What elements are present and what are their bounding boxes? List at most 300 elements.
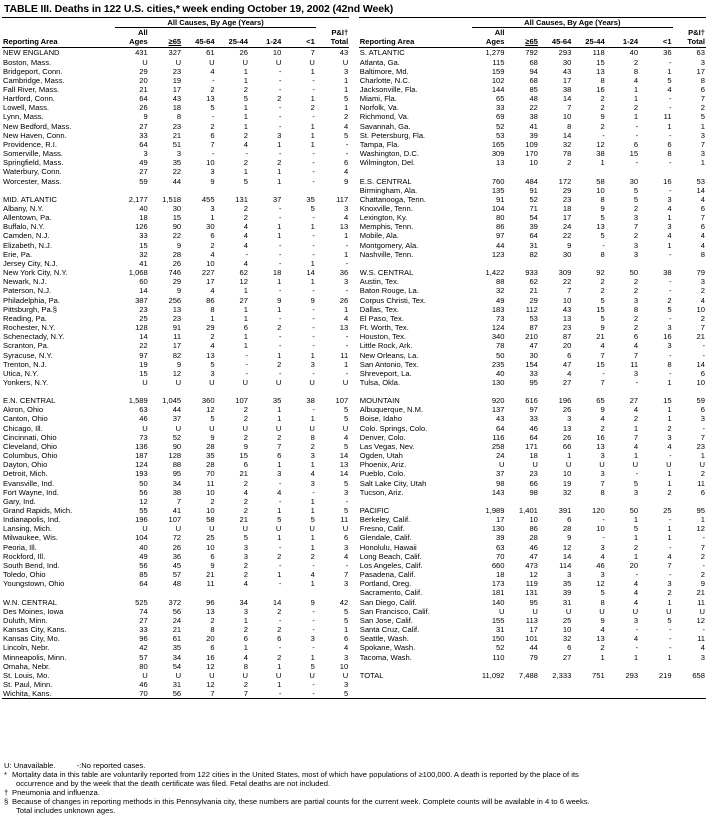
cell-age-1-24: 2 [633,323,639,333]
cell-area: Lansing, Mich. [3,524,52,534]
cell-age-25-44: - [245,149,248,159]
cell-age-45-64: 10 [562,625,572,635]
table-row [2,570,706,579]
cell-age-1-24: 1 [277,405,282,415]
cell-age-lt1: 1 [310,414,315,424]
cell-all-ages: 17 [496,515,505,525]
cell-age-lt1: - [312,286,315,296]
cell-age-65: 107 [168,515,182,525]
cell-area: Boston, Mass. [3,57,52,67]
cell-age-1-24: 2 [277,551,282,561]
panel-gap [349,552,359,561]
cell-all-ages: 40 [139,542,148,552]
cell-age-45-64: 43 [562,66,572,76]
cell-area: Columbus, Ohio [3,451,58,461]
cell-age-25-44: 1 [243,304,248,314]
cell-age-lt1: - [312,679,315,689]
cell-age-45-64: 1 [210,213,215,223]
cell-pi-total: - [345,149,349,159]
cell-age-1-24: 7 [633,350,639,360]
cell-age-25-44: U [242,524,248,534]
cell-age-1-24: 4 [633,579,639,589]
cell-age-1-24 [606,497,639,506]
footnotes [4,761,704,815]
cell-all-ages: 69 [496,112,505,122]
cell-age-65: 29 [172,277,182,287]
cell-pi-total: 1 [700,451,705,461]
cell-pi-total: 9 [700,579,705,589]
panel-gap [349,424,359,433]
panel-gap [349,561,359,570]
cell-age-1-24 [249,186,282,195]
cell-age-1-24: 4 [633,75,639,85]
col-header-pi-total: P&I† Total [316,28,349,48]
footnote-star-cont: occurrence and by the week that the death certificate was filed. Fetal deaths are not included. [16,779,331,788]
cell-age-lt1: 1 [310,496,315,506]
cell-age-65: 44 [529,643,538,653]
cell-age-65: U [532,460,538,470]
panel-gap [349,94,359,103]
cell-age-lt1 [282,186,315,195]
table-row [2,259,706,268]
panel-gap [349,195,359,204]
cell-age-lt1: 3 [667,341,672,351]
table-row [2,405,706,414]
cell-area: Hartford, Conn. [3,94,55,104]
cell-age-lt1: 4 [667,84,672,94]
cell-age-lt1 [639,259,672,268]
cell-age-1-24: 3 [633,213,639,223]
cell-pi-total: 42 [339,597,349,607]
cell-age-1-24: - [278,332,282,342]
cell-age-45-64: 360 [201,396,215,406]
cell-age-1-24: U [275,57,282,67]
cell-area: MOUNTAIN [359,396,400,406]
cell-area [359,387,472,396]
cell-age-45-64: 2 [567,158,572,168]
cell-age-1-24: 2 [277,652,282,662]
cell-age-25-44: - [602,515,605,525]
cell-age-1-24: - [278,579,282,589]
cell-age-45-64: 4 [210,341,215,351]
cell-all-ages: 52 [496,643,505,653]
cell-pi-total: 4 [343,121,349,131]
cell-age-65: U [175,57,182,67]
cell-all-ages: 124 [135,460,148,470]
cell-age-lt1: U [309,423,315,433]
cell-pi-total: 12 [696,615,705,625]
table-row [2,112,706,121]
cell-pi-total: U [699,606,705,616]
cell-all-ages: 50 [496,350,505,360]
cell-age-25-44: U [242,377,248,387]
cell-all-ages: 57 [139,652,148,662]
table-row [2,424,706,433]
cell-all-ages: 39 [496,533,505,543]
cell-pi-total: 107 [335,396,349,406]
cell-pi-total: 3 [343,542,349,552]
panel-gap [349,231,359,240]
cell-age-45-64: 6 [210,551,215,561]
cell-age-65: 86 [529,524,538,534]
cell-age-1-24: 4 [633,597,639,607]
cell-pi-total: 5 [343,94,349,104]
panel-gap [349,351,359,360]
cell-age-25-44: 1 [243,332,248,342]
cell-all-ages: 1,279 [485,48,505,58]
panel-gap [349,286,359,295]
table-row [2,387,706,396]
cell-age-lt1: 8 [667,359,672,369]
cell-age-65: 154 [525,359,538,369]
cell-all-ages: 14 [139,286,148,296]
cell-all-ages: 258 [491,441,505,451]
cell-age-25-44: 8 [600,249,605,259]
cell-all-ages: 70 [115,689,148,699]
cell-age-25-44 [216,387,249,396]
cell-area: Philadelphia, Pa. [3,295,60,305]
cell-pi-total [673,662,706,671]
cell-pi-total: 13 [339,323,349,333]
cell-age-65: 31 [529,240,538,250]
table-row [2,524,706,533]
cell-age-1-24: 3 [277,130,282,140]
cell-age-45-64: 2 [210,332,215,342]
cell-age-25-44: 7 [600,350,605,360]
cell-age-1-24: - [278,249,282,259]
cell-age-lt1: - [312,304,315,314]
cell-age-45-64: 28 [206,460,215,470]
cell-age-lt1: U [666,606,672,616]
cell-age-1-24: 3 [633,249,639,259]
panel-gap [349,643,359,652]
cell-age-65: 210 [525,332,538,342]
cell-area: South Bend, Ind. [3,560,60,570]
cell-age-25-44: 2 [243,478,248,488]
cell-age-65: 30 [172,204,182,213]
cell-age-lt1: 4 [667,551,672,561]
cell-age-lt1: 1 [667,533,672,543]
panel-gap [349,186,359,195]
panel-gap [349,131,359,140]
cell-area: Lincoln, Nebr. [3,643,50,653]
cell-age-1-24: 2 [633,231,639,241]
cell-all-ages: 159 [491,66,505,76]
cell-age-lt1: - [669,570,672,580]
cell-age-25-44: 131 [235,194,248,204]
table-row [2,177,706,186]
table-row [2,140,706,149]
cell-pi-total: 14 [339,451,349,461]
cell-area: Wilmington, Del. [359,158,416,168]
cell-all-ages: 2,177 [128,194,148,204]
cell-age-lt1: - [669,643,672,653]
cell-age-65: 94 [529,66,538,76]
cell-age-45-64: 10 [206,542,215,552]
panel-gap [349,689,359,699]
cell-age-45-64: 29 [562,185,572,195]
cell-all-ages: 9 [143,112,148,122]
cell-pi-total: 36 [339,268,349,278]
cell-all-ages: 173 [491,579,505,589]
cell-age-1-24: 2 [633,204,639,213]
cell-all-ages: 98 [496,478,505,488]
cell-age-65: 8 [176,112,182,122]
cell-age-25-44: 2 [243,405,248,415]
cell-pi-total: 5 [316,689,349,699]
cell-age-lt1: 3 [667,323,672,333]
cell-age-45-64: 10 [206,158,215,168]
table-row [2,332,706,341]
cell-all-ages: 24 [496,451,505,461]
panel-gap [349,680,359,689]
cell-age-65: 37 [172,414,182,424]
cell-area: Dayton, Ohio [3,460,48,470]
cell-age-65: 87 [529,323,538,333]
cell-age-lt1: 3 [667,222,672,232]
cell-pi-total: 7 [700,213,705,223]
col-header-1-24-right: 1-24 [606,28,639,48]
cell-age-65: 57 [172,570,182,580]
cell-age-45-64: 309 [558,268,572,278]
cell-age-lt1: U [309,377,315,387]
cell-age-25-44: U [242,423,248,433]
cell-age-25-44: 2 [600,423,605,433]
cell-pi-total: 4 [343,167,349,177]
panel-gap [349,341,359,350]
cell-age-lt1: 1 [667,469,672,479]
cell-age-lt1: 11 [663,112,672,122]
cell-age-45-64: 293 [558,48,572,58]
cell-age-65: 484 [525,176,538,186]
cell-area: Las Vegas, Nev. [359,441,415,451]
table-row [2,653,706,662]
cell-age-25-44: 1 [243,167,248,177]
cell-all-ages [472,259,505,268]
cell-all-ages: 86 [496,222,505,232]
cell-age-65: 48 [172,579,182,589]
cell-age-lt1: - [669,57,672,67]
cell-age-25-44: 92 [596,268,605,278]
cell-all-ages: 46 [139,679,148,689]
cell-age-1-24: 1 [277,570,282,580]
cell-age-lt1: - [312,560,315,570]
cell-age-lt1: 2 [667,295,672,305]
cell-area: PACIFIC [359,506,390,515]
column-header-row [2,28,706,48]
cell-age-45-64: 172 [558,176,572,186]
cell-area: Savannah, Ga. [359,121,411,131]
cell-pi-total: 2 [700,313,705,323]
cell-area: Rochester, N.Y. [3,323,56,333]
table-row [2,506,706,515]
cell-age-25-44: 58 [596,176,605,186]
cell-age-25-44: 1 [243,643,248,653]
cell-age-45-64: 6 [210,130,215,140]
cell-all-ages: 74 [139,606,148,616]
col-header-45-64: 45-64 [182,28,215,48]
deaths-table [2,17,706,699]
cell-age-45-64: 5 [210,103,215,113]
cell-area: Baltimore, Md. [359,66,409,76]
cell-age-65: 26 [172,258,182,268]
cell-age-65: 792 [525,48,538,58]
cell-age-lt1: - [669,451,672,461]
cell-all-ages: 20 [139,75,148,85]
cell-age-65 [149,387,182,396]
cell-area: Wichita, Kans. [2,689,115,699]
cell-age-45-64: 18 [562,204,572,213]
cell-pi-total: 7 [700,432,705,442]
cell-age-lt1: 3 [667,432,672,442]
cell-age-lt1: 1 [667,414,672,424]
cell-age-lt1: 1 [310,579,315,589]
cell-age-25-44: 4 [243,222,248,232]
cell-area: Memphis, Tenn. [359,222,414,232]
cell-age-25-44: - [245,359,248,369]
cell-age-45-64: 10 [206,258,215,268]
panel-gap [349,323,359,332]
table-row [2,48,706,58]
cell-age-lt1: 36 [663,48,672,58]
table-row [2,460,706,469]
cell-age-lt1 [639,167,672,176]
cell-pi-total: 4 [343,643,349,653]
cell-age-25-44: - [602,240,605,250]
cell-age-65: 44 [172,405,182,415]
cell-age-25-44: 4 [243,231,248,241]
cell-area: Knoxville, Tenn. [359,204,413,213]
cell-age-lt1: 6 [667,139,672,149]
cell-age-65: 22 [172,231,182,241]
cell-age-65: 256 [168,295,182,305]
cell-age-1-24: - [249,689,282,699]
panel-gap [349,405,359,414]
panel-gap [349,222,359,231]
cell-all-ages: 49 [139,158,148,168]
cell-age-45-64: 13 [562,313,572,323]
cell-all-ages: 126 [135,222,148,232]
cell-all-ages: 18 [496,570,505,580]
cell-all-ages: 1,068 [128,268,148,278]
cell-all-ages: 44 [496,240,505,250]
cell-area [2,186,115,195]
cell-area: Ft. Worth, Tex. [359,323,409,333]
cell-all-ages: 31 [496,625,505,635]
cell-age-45-64: 7 [567,103,572,113]
cell-all-ages: 135 [491,185,505,195]
cell-age-45-64: U [209,670,215,680]
cell-age-lt1: 5 [310,515,315,525]
cell-age-1-24: - [635,643,639,653]
cell-age-lt1: 1 [667,240,672,250]
cell-age-65: 9 [176,359,182,369]
cell-all-ages: 19 [139,359,148,369]
cell-age-45-64: 10 [206,506,215,515]
cell-area: Waterbury, Conn. [3,167,62,177]
cell-pi-total: 3 [343,66,349,76]
cell-age-45-64: U [209,377,215,387]
cell-age-65: 7,488 [518,670,538,680]
cell-age-1-24: - [635,377,639,387]
cell-age-45-64 [539,497,572,506]
cell-age-65: 171 [525,441,538,451]
cell-area: Kansas City, Kans. [3,625,67,635]
col-header-65-right: ≥65 [506,28,539,48]
cell-age-45-64: 2 [210,496,215,506]
cell-all-ages: 56 [139,487,148,497]
cell-age-lt1: 16 [663,176,672,186]
cell-all-ages: 63 [496,542,505,552]
cell-age-45-64: 29 [206,323,215,333]
group-header-right: All Causes, By Age (Years) [472,18,672,28]
cell-pi-total: 6 [700,368,705,378]
cell-all-ages: 33 [139,625,148,635]
cell-age-65: U [175,524,182,534]
cell-age-45-64: 391 [558,506,572,515]
footnote-section: § Because of changes in reporting methods in this Pennsylvania city, these numbers are partial counts for the current week. Complete counts will be available in 4 to 6 weeks. [4,797,590,806]
table-row [2,469,706,478]
cell-age-25-44: 2 [600,286,605,296]
cell-age-65: 64 [529,432,538,442]
cell-age-lt1: - [312,158,315,168]
cell-age-lt1: 2 [667,487,672,497]
cell-pi-total [673,259,706,268]
cell-age-65: 26 [172,542,182,552]
cell-all-ages: 53 [496,130,505,140]
cell-age-25-44: 4 [243,258,248,268]
col-header-area-right: Reporting Area [359,28,472,48]
cell-age-65: 1,045 [162,396,182,406]
cell-age-1-24: 11 [630,359,639,369]
cell-age-65: 48 [529,94,538,104]
table-row [2,323,706,332]
cell-age-lt1: - [312,405,315,415]
cell-age-45-64: 30 [562,57,572,67]
cell-age-25-44: 21 [239,469,248,479]
cell-age-1-24: - [635,570,639,580]
cell-age-65: 66 [529,478,538,488]
cell-age-65: 38 [172,487,182,497]
cell-age-65: 17 [529,625,538,635]
cell-age-lt1: - [669,542,672,552]
cell-age-1-24: 1 [277,661,282,671]
cell-area: Utica, N.Y. [3,368,39,378]
cell-age-45-64: 58 [206,515,215,525]
cell-pi-total: 1 [343,359,349,369]
cell-pi-total: 3 [343,487,349,497]
cell-all-ages: U [142,377,148,387]
cell-age-45-64: 28 [562,524,572,534]
cell-age-1-24: U [275,377,282,387]
cell-age-65: 119 [525,579,538,589]
cell-age-25-44: 7 [600,377,605,387]
cell-all-ages: 14 [139,332,148,342]
panel-gap [349,625,359,634]
table-row [2,378,706,387]
cell-pi-total [673,167,706,176]
table-row [2,634,706,643]
cell-area: Glendale, Calif. [359,533,412,543]
cell-area: Grand Rapids, Mich. [3,506,73,515]
cell-all-ages: 49 [496,295,505,305]
cell-age-25-44 [572,167,605,176]
cell-age-25-44 [216,186,249,195]
table-row [2,58,706,67]
cell-age-45-64: U [209,57,215,67]
cell-age-1-24: 4 [633,634,639,644]
cell-age-lt1: - [312,332,315,342]
